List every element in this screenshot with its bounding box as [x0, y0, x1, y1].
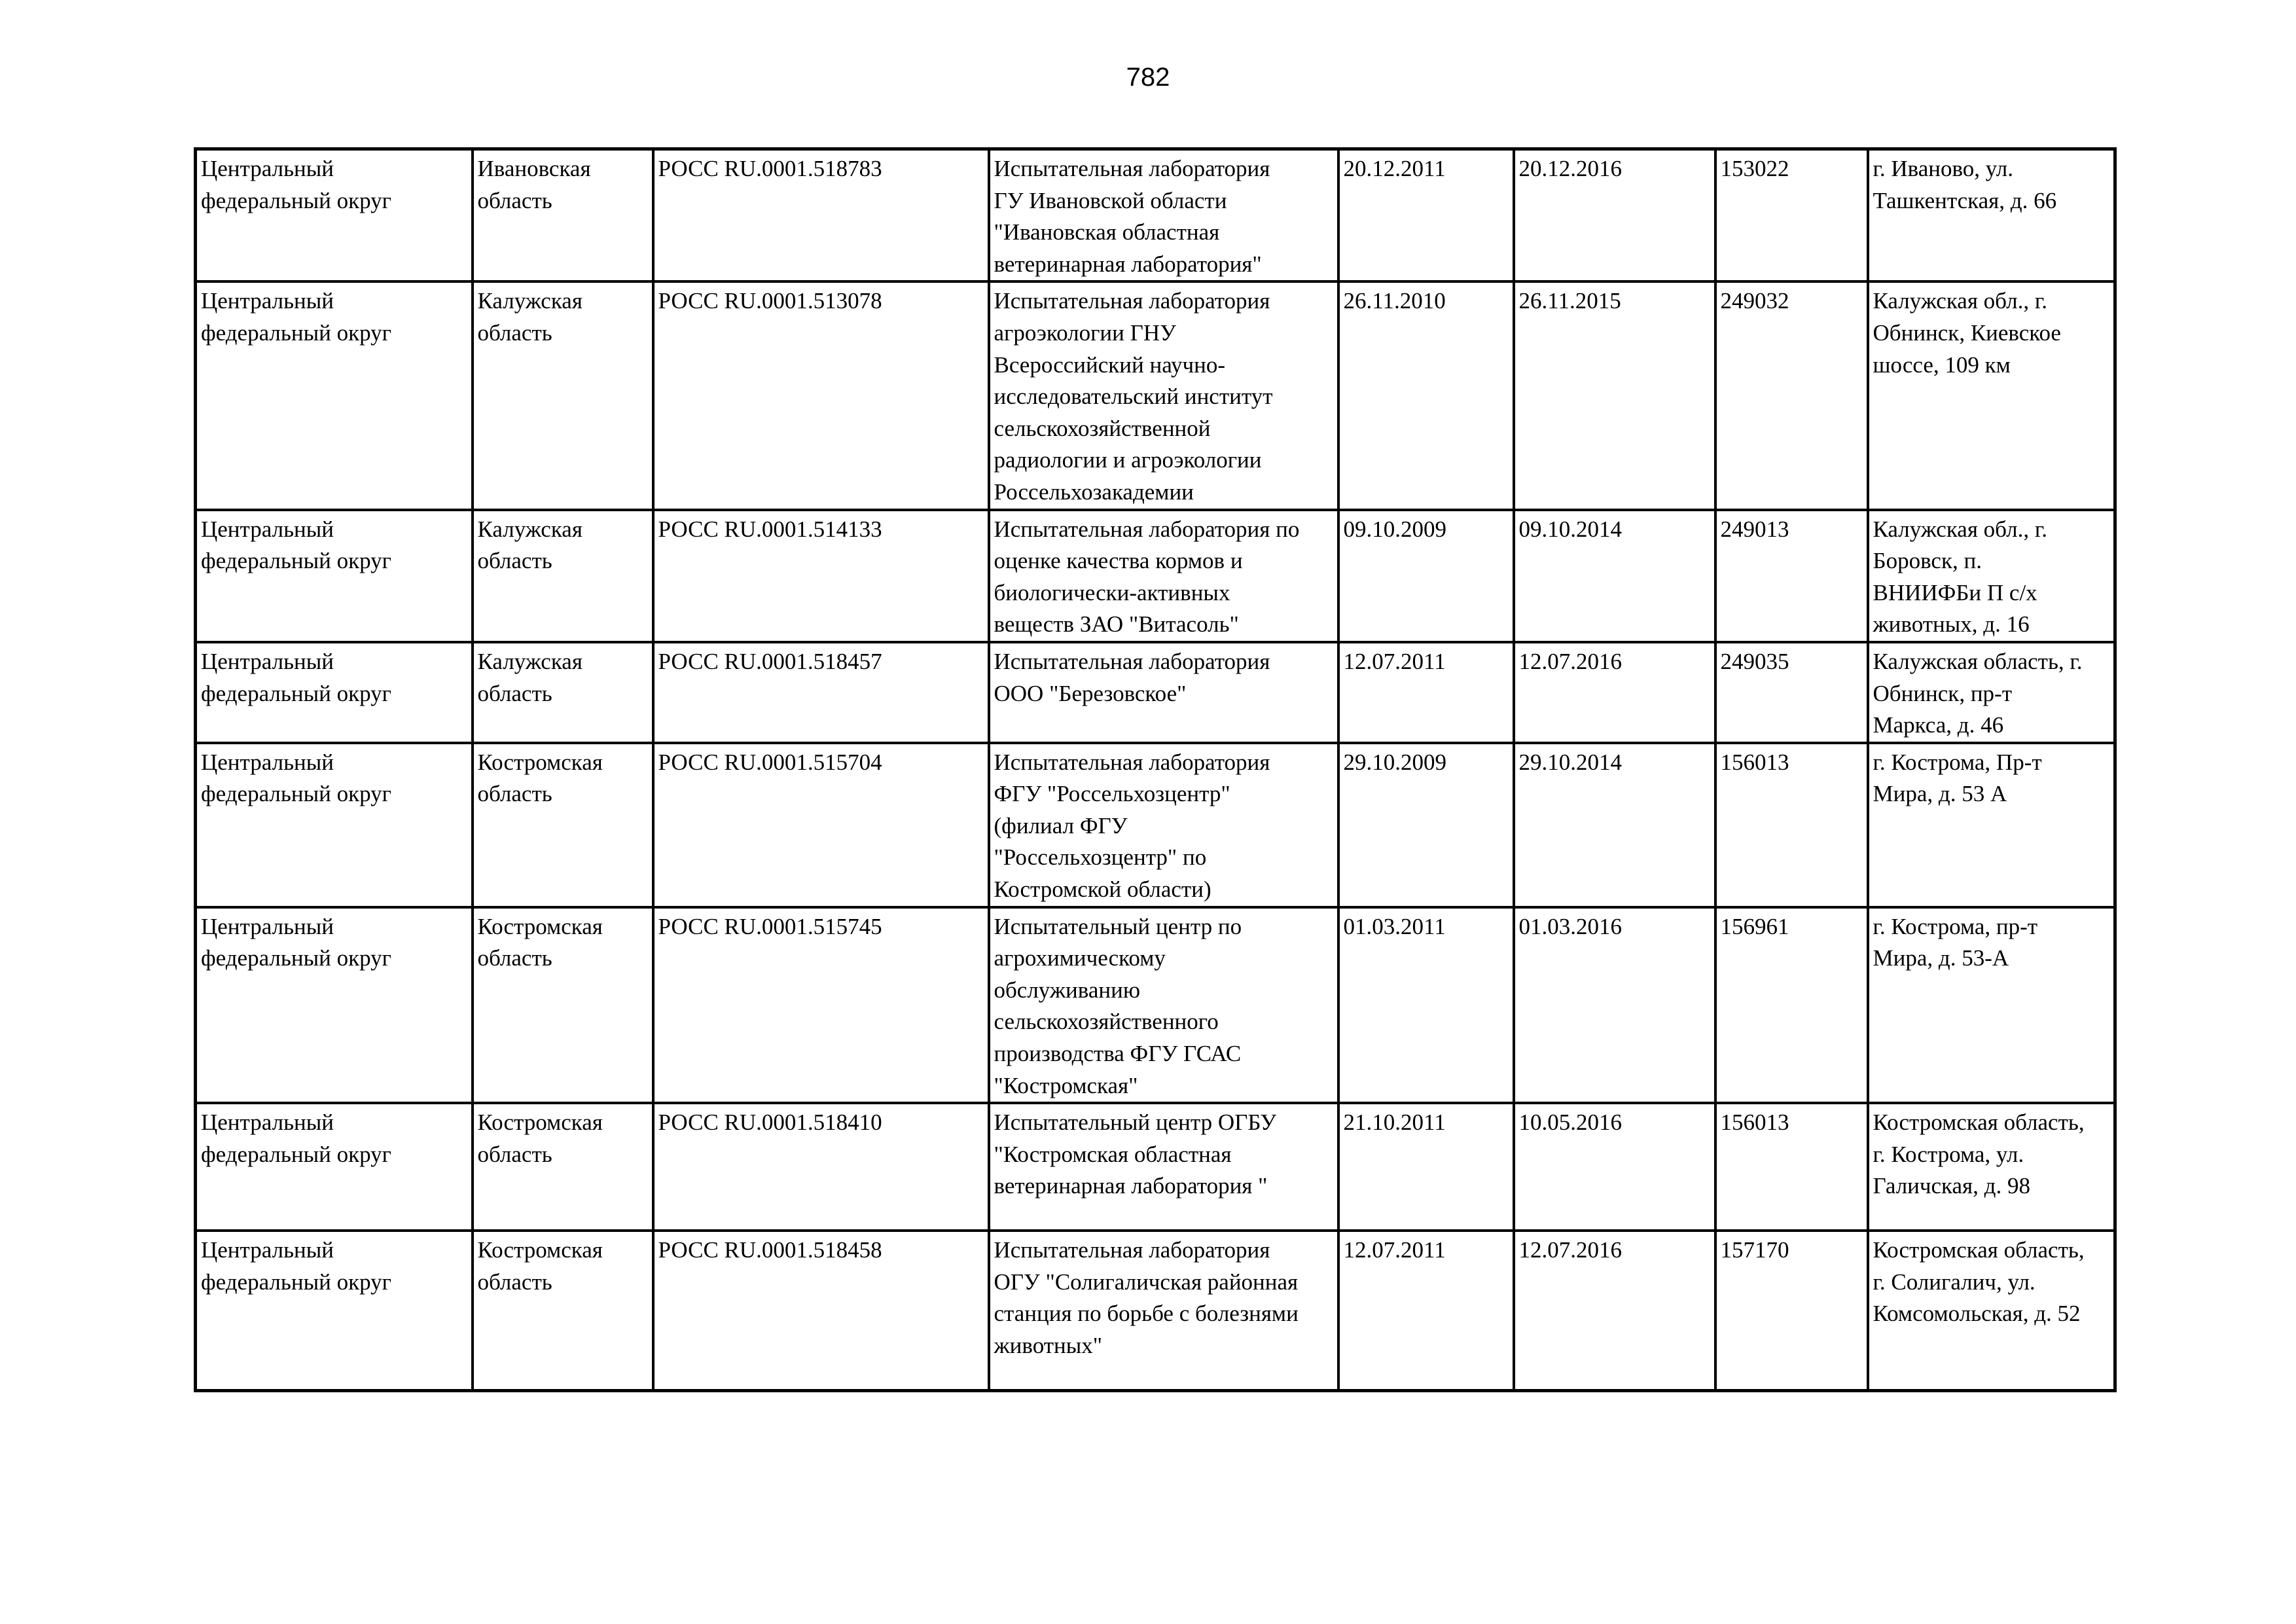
cell-text: 12.07.2016 [1518, 648, 1622, 674]
table-row [196, 907, 2115, 1104]
cell-text-line: Костромская [477, 913, 603, 939]
address-cell [1868, 1231, 2115, 1391]
date-from-cell [1338, 149, 1514, 282]
cell-text: 157170 [1720, 1237, 1789, 1263]
cell-text: РОСС RU.0001.515745 [658, 913, 882, 939]
table-row [196, 149, 2115, 282]
date-from-cell [1338, 743, 1514, 907]
cell-text-line: федеральный округ [201, 187, 391, 213]
cell-text-line: Центральный [201, 156, 334, 181]
cell-text: 249035 [1720, 648, 1789, 674]
cell-text: 249032 [1720, 288, 1789, 314]
postal-code-cell [1715, 642, 1868, 743]
cell-text-line: Костромская [477, 1237, 603, 1263]
cell-text-line: г. Кострома, Пр-т [1873, 749, 2042, 775]
postal-code-cell [1715, 907, 1868, 1104]
cell-text-line: агроэкологии ГНУ [994, 319, 1176, 346]
cell-text-line: Калужская [477, 648, 583, 674]
cell-text-line: область [477, 548, 552, 574]
cell-text-line: Обнинск, Киевское [1873, 319, 2061, 346]
cell-text-line: федеральный округ [201, 1141, 391, 1167]
cell-text-line: Центральный [201, 1237, 334, 1263]
cell-text-line: сельскохозяйственной [994, 415, 1211, 441]
cell-text: РОСС RU.0001.515704 [658, 749, 882, 775]
cell-text-line: ветеринарная лаборатория" [994, 251, 1262, 277]
cell-text: 01.03.2011 [1343, 913, 1446, 939]
date-from-cell [1338, 1103, 1514, 1231]
date-to-cell [1514, 907, 1715, 1104]
postal-code-cell [1715, 1103, 1868, 1231]
region-cell [473, 1103, 653, 1231]
cell-text-line: Испытательная лаборатория по [994, 516, 1300, 542]
cell-text-line: г. Кострома, ул. [1873, 1141, 2024, 1167]
cell-text-line: (филиал ФГУ [994, 812, 1128, 839]
date-from-cell [1338, 1231, 1514, 1391]
cell-text-line: Галичская, д. 98 [1873, 1173, 2030, 1199]
cell-text: 156013 [1720, 1110, 1789, 1136]
cell-text-line: Обнинск, пр-т [1873, 680, 2012, 706]
date-to-cell [1514, 1231, 1715, 1391]
region-cell [473, 642, 653, 743]
laboratory-name-cell [989, 149, 1338, 282]
cell-text-line: "Россельхозцентр" по [994, 844, 1207, 871]
cell-text-line: Центральный [201, 749, 334, 775]
laboratory-name-cell [989, 281, 1338, 509]
certificate-number-cell [653, 907, 989, 1104]
cell-text-line: оценке качества кормов и [994, 548, 1243, 574]
cell-text-line: Центральный [201, 1110, 334, 1136]
region-cell [473, 281, 653, 509]
cell-text: РОСС RU.0001.518783 [658, 156, 882, 181]
cell-text-line: Калужская обл., г. [1873, 288, 2047, 314]
cell-text: 12.07.2011 [1343, 1237, 1446, 1263]
cell-text-line: Костромская [477, 1110, 603, 1136]
cell-text-line: Калужская [477, 288, 583, 314]
district-cell [196, 510, 473, 642]
certificate-number-cell [653, 642, 989, 743]
cell-text-line: Испытательная лаборатория [994, 648, 1270, 674]
postal-code-cell [1715, 743, 1868, 907]
cell-text-line: Ташкентская, д. 66 [1873, 187, 2057, 213]
postal-code-cell [1715, 149, 1868, 282]
cell-text-line: область [477, 1269, 552, 1295]
certificate-number-cell [653, 743, 989, 907]
date-from-cell [1338, 907, 1514, 1104]
cell-text-line: область [477, 187, 552, 213]
cell-text-line: ФГУ "Россельхозцентр" [994, 781, 1230, 807]
cell-text: РОСС RU.0001.518410 [658, 1110, 882, 1136]
region-cell [473, 743, 653, 907]
district-cell [196, 1231, 473, 1391]
region-cell [473, 149, 653, 282]
cell-text-line: область [477, 945, 552, 971]
cell-text-line: ООО "Березовское" [994, 680, 1187, 706]
cell-text: 09.10.2009 [1343, 516, 1446, 542]
cell-text-line: федеральный округ [201, 945, 391, 971]
cell-text-line: Испытательный центр по [994, 913, 1242, 939]
table-row [196, 642, 2115, 743]
date-from-cell [1338, 510, 1514, 642]
cell-text: 156013 [1720, 749, 1789, 775]
laboratory-registry-table [194, 147, 2117, 1392]
district-cell [196, 743, 473, 907]
postal-code-cell [1715, 510, 1868, 642]
cell-text-line: радиологии и агроэкологии [994, 447, 1262, 473]
cell-text-line: ГУ Ивановской области [994, 187, 1227, 213]
cell-text-line: Центральный [201, 648, 334, 674]
cell-text-line: федеральный округ [201, 319, 391, 346]
cell-text-line: Испытательный центр ОГБУ [994, 1110, 1277, 1136]
district-cell [196, 907, 473, 1104]
cell-text-line: Ивановская [477, 156, 591, 181]
cell-text-line: Испытательная лаборатория [994, 1237, 1270, 1263]
cell-text-line: область [477, 680, 552, 706]
cell-text-line: веществ ЗАО "Витасоль" [994, 611, 1239, 638]
date-from-cell [1338, 281, 1514, 509]
cell-text-line: федеральный округ [201, 548, 391, 574]
cell-text-line: обслуживанию [994, 977, 1140, 1003]
address-cell [1868, 149, 2115, 282]
date-from-cell [1338, 642, 1514, 743]
laboratory-name-cell [989, 1103, 1338, 1231]
cell-text-line: производства ФГУ ГСАС [994, 1041, 1242, 1067]
cell-text: 21.10.2011 [1343, 1110, 1446, 1136]
cell-text-line: "Костромская областная [994, 1141, 1232, 1167]
page-number: 782 [1126, 63, 1170, 92]
cell-text: 29.10.2014 [1518, 749, 1622, 775]
cell-text: 249013 [1720, 516, 1789, 542]
date-to-cell [1514, 281, 1715, 509]
cell-text-line: Центральный [201, 288, 334, 314]
cell-text-line: Костромская область, [1873, 1237, 2085, 1263]
cell-text: РОСС RU.0001.518458 [658, 1237, 882, 1263]
laboratory-name-cell [989, 907, 1338, 1104]
cell-text-line: федеральный округ [201, 680, 391, 706]
cell-text-line: Испытательная лаборатория [994, 156, 1270, 181]
cell-text-line: область [477, 781, 552, 807]
table-row [196, 281, 2115, 509]
cell-text-line: Костромская [477, 749, 603, 775]
certificate-number-cell [653, 281, 989, 509]
cell-text-line: сельскохозяйственного [994, 1009, 1219, 1035]
cell-text-line: г. Кострома, пр-т [1873, 913, 2038, 939]
laboratory-name-cell [989, 1231, 1338, 1391]
certificate-number-cell [653, 149, 989, 282]
region-cell [473, 510, 653, 642]
table-row [196, 1231, 2115, 1391]
certificate-number-cell [653, 510, 989, 642]
cell-text-line: Костромской области) [994, 876, 1211, 903]
region-cell [473, 907, 653, 1104]
cell-text: 29.10.2009 [1343, 749, 1446, 775]
cell-text: РОСС RU.0001.513078 [658, 288, 882, 314]
cell-text-line: ВНИИФБи П с/х [1873, 579, 2037, 605]
cell-text-line: область [477, 319, 552, 346]
cell-text: 156961 [1720, 913, 1789, 939]
cell-text-line: г. Иваново, ул. [1873, 156, 2013, 181]
laboratory-name-cell [989, 642, 1338, 743]
cell-text-line: Калужская обл., г. [1873, 516, 2047, 542]
cell-text-line: ветеринарная лаборатория " [994, 1173, 1268, 1199]
postal-code-cell [1715, 281, 1868, 509]
table-row [196, 1103, 2115, 1231]
district-cell [196, 149, 473, 282]
address-cell [1868, 510, 2115, 642]
certificate-number-cell [653, 1231, 989, 1391]
address-cell [1868, 281, 2115, 509]
cell-text-line: Маркса, д. 46 [1873, 712, 2004, 738]
cell-text: 26.11.2015 [1518, 288, 1621, 314]
cell-text-line: шоссе, 109 км [1873, 352, 2011, 378]
cell-text-line: федеральный округ [201, 1269, 391, 1295]
postal-code-cell [1715, 1231, 1868, 1391]
cell-text: РОСС RU.0001.514133 [658, 516, 882, 542]
registry-body [196, 149, 2115, 1391]
cell-text-line: исследовательский институт [994, 384, 1273, 410]
cell-text-line: Испытательная лаборатория [994, 288, 1270, 314]
laboratory-name-cell [989, 510, 1338, 642]
cell-text: 26.11.2010 [1343, 288, 1446, 314]
cell-text: 10.05.2016 [1518, 1110, 1622, 1136]
cell-text-line: Центральный [201, 516, 334, 542]
cell-text: 20.12.2016 [1518, 156, 1622, 181]
cell-text-line: Испытательная лаборатория [994, 749, 1270, 775]
cell-text-line: животных" [994, 1333, 1103, 1358]
cell-text-line: ОГУ "Солигаличская районная [994, 1269, 1299, 1295]
district-cell [196, 281, 473, 509]
cell-text-line: Костромская область, [1873, 1110, 2085, 1136]
cell-text-line: Мира, д. 53-А [1873, 945, 2009, 971]
cell-text-line: область [477, 1141, 552, 1167]
district-cell [196, 1103, 473, 1231]
certificate-number-cell [653, 1103, 989, 1231]
cell-text-line: Калужская область, г. [1873, 648, 2083, 674]
cell-text: РОСС RU.0001.518457 [658, 648, 882, 674]
cell-text-line: Калужская [477, 516, 583, 542]
cell-text-line: Центральный [201, 913, 334, 939]
cell-text-line: Мира, д. 53 А [1873, 781, 2007, 807]
date-to-cell [1514, 149, 1715, 282]
date-to-cell [1514, 642, 1715, 743]
cell-text: 12.07.2016 [1518, 1237, 1622, 1263]
cell-text-line: "Костромская" [994, 1072, 1138, 1098]
table-row [196, 743, 2115, 907]
district-cell [196, 642, 473, 743]
cell-text: 12.07.2011 [1343, 648, 1446, 674]
date-to-cell [1514, 743, 1715, 907]
cell-text-line: "Ивановская областная [994, 219, 1220, 245]
address-cell [1868, 907, 2115, 1104]
cell-text-line: Комсомольская, д. 52 [1873, 1301, 2081, 1327]
cell-text-line: Россельхозакадемии [994, 478, 1194, 505]
cell-text: 153022 [1720, 156, 1789, 181]
cell-text-line: станция по борьбе с болезнями [994, 1301, 1299, 1327]
cell-text: 01.03.2016 [1518, 913, 1622, 939]
address-cell [1868, 642, 2115, 743]
cell-text-line: Боровск, п. [1873, 548, 1982, 574]
cell-text-line: агрохимическому [994, 945, 1166, 971]
date-to-cell [1514, 510, 1715, 642]
cell-text: 20.12.2011 [1343, 156, 1446, 181]
cell-text-line: федеральный округ [201, 781, 391, 807]
cell-text-line: г. Солигалич, ул. [1873, 1269, 2036, 1295]
cell-text-line: Всероссийский научно- [994, 352, 1225, 378]
address-cell [1868, 743, 2115, 907]
laboratory-name-cell [989, 743, 1338, 907]
cell-text: 09.10.2014 [1518, 516, 1622, 542]
address-cell [1868, 1103, 2115, 1231]
date-to-cell [1514, 1103, 1715, 1231]
cell-text-line: животных, д. 16 [1873, 611, 2030, 638]
cell-text-line: биологически-активных [994, 579, 1230, 605]
table-row [196, 510, 2115, 642]
region-cell [473, 1231, 653, 1391]
